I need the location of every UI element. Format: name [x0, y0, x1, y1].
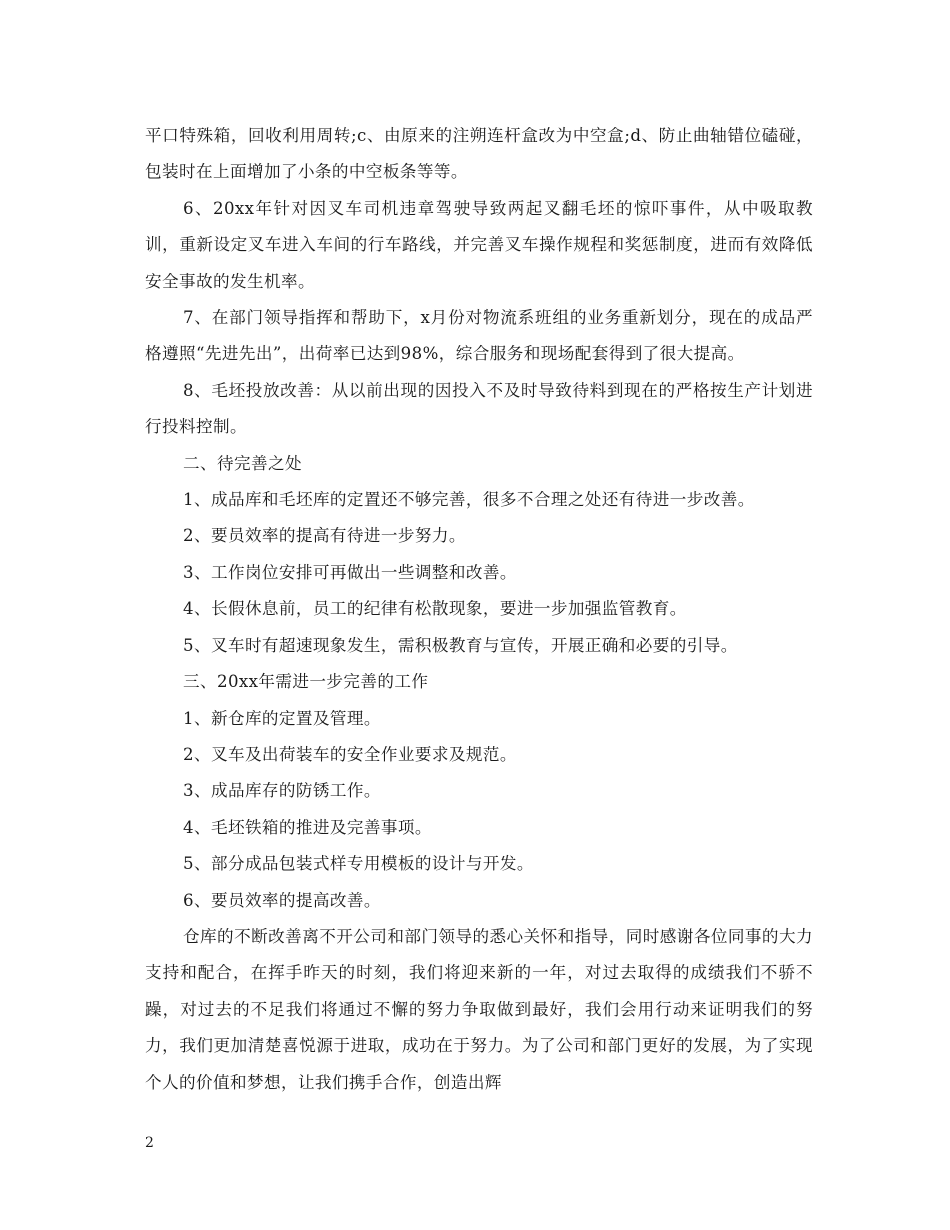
list-item: 4、长假休息前，员工的纪律有松散现象，要进一步加强监管教育。	[183, 599, 687, 619]
list-item: 2、叉车及出荷装车的安全作业要求及规范。	[183, 744, 517, 764]
list-item: 5、部分成品包装式样专用模板的设计与开发。	[183, 854, 534, 874]
paragraph-continuation: 平口特殊箱，回收利用周转;c、由原来的注朔连杆盒改为中空盒;d、防止曲轴错位磕碰，包装时在上面增加了小条的中空板条等等。	[145, 126, 813, 182]
list-item: 2、要员效率的提高有待进一步努力。	[183, 526, 466, 546]
list-item: 4、毛坯铁箱的推进及完善事项。	[183, 817, 432, 837]
closing-paragraph: 仓库的不断改善离不开公司和部门领导的悉心关怀和指导，同时感谢各位同事的大力支持和配合，在挥手昨天的时刻，我们将迎来新的一年，对过去取得的成绩我们不骄不躁，对过去的不足我们将通过不懈的努力争取做到最好，我们会用行动来证明我们的努力，我们更加清楚喜悦源于进取，成功在于努力。为了公司和部门更好的发展，为了实现个人的价值和梦想，让我们携手合作，创造出辉	[145, 926, 813, 1092]
document-body	[145, 118, 813, 1101]
paragraph-item-7: 7、在部门领导指挥和帮助下，x月份对物流系班组的业务重新划分，现在的成品严格遵照“先进先出”，出荷率已达到98%，综合服务和现场配套得到了很大提高。	[145, 308, 813, 364]
paragraph-item-8: 8、毛坯投放改善：从以前出现的因投入不及时导致待料到现在的严格按生产计划进行投料控制。	[145, 380, 813, 437]
list-item: 6、要员效率的提高改善。	[183, 890, 381, 910]
list-item: 5、叉车时有超速现象发生，需积极教育与宣传，开展正确和必要的引导。	[183, 635, 738, 655]
page-number: 2	[145, 1135, 154, 1151]
list-item: 3、成品库存的防锈工作。	[183, 781, 381, 801]
list-item: 3、工作岗位安排可再做出一些调整和改善。	[183, 562, 517, 582]
section-heading-3: 三、20xx年需进一步完善的工作	[183, 672, 429, 692]
list-item: 1、成品库和毛坯库的定置还不够完善，很多不合理之处还有待进一步改善。	[183, 490, 755, 510]
section-heading-2: 二、待完善之处	[183, 453, 302, 473]
paragraph-item-6: 6、20xx年针对因叉车司机违章驾驶导致两起叉翻毛坯的惊吓事件，从中吸取教训，重新设定叉车进入车间的行车路线，并完善叉车操作规程和奖惩制度，进而有效降低安全事故的发生机率。	[145, 198, 813, 291]
list-item: 1、新仓库的定置及管理。	[183, 708, 381, 728]
